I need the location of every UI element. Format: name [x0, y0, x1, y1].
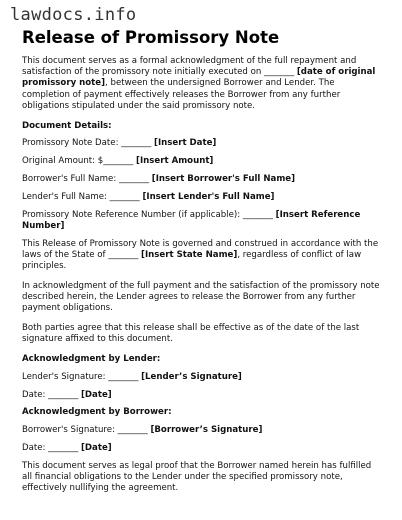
governing-text-1: This Release of Promissory Note is governed and construed in accordance with the laws of the State of _______	[22, 238, 379, 260]
intro-text-1: This document serves as a formal acknowledgment of the full repayment and satisfaction of the promissory note initially executed on _______	[22, 56, 357, 78]
intro-text-2: , between the undersigned Borrower and Lender. The completion of payment effectively releases the Borrower from any further obligations stipulated under the said promissory note.	[22, 78, 341, 111]
borrower-date-value: [Date]	[80, 442, 112, 453]
detail-value: [Insert Lender's Full Name]	[142, 191, 275, 202]
effective-date-paragraph: Both parties agree that this release shall be effective as of the date of the last signature affixed to this document.	[22, 323, 360, 345]
site-logo: lawdocs.info	[10, 5, 137, 25]
lender-signature-value: [Lender’s Signature]	[141, 371, 242, 382]
detail-label: Promissory Note Reference Number (if applicable): _______	[22, 209, 276, 220]
governing-law-paragraph	[22, 239, 384, 273]
lender-ack-heading: Acknowledgment by Lender:	[22, 354, 161, 364]
detail-label: Original Amount: $_______	[22, 156, 137, 167]
borrower-signature-line	[22, 425, 384, 436]
detail-value: [Insert Amount]	[136, 156, 214, 167]
detail-label: Borrower's Full Name: _______	[22, 174, 152, 184]
borrower-signature-value: [Borrower’s Signature]	[150, 425, 263, 436]
detail-line-date	[22, 138, 384, 149]
borrower-date-label: Date: _______	[22, 442, 81, 453]
lender-signature-label: Lender's Signature: _______	[22, 371, 142, 382]
lender-signature-line	[22, 372, 384, 383]
intro-paragraph	[22, 56, 384, 112]
closing-paragraph: This document serves as legal proof that the Borrower named herein has fulfilled all financial obligations to the Lender under the specified promissory note, effectively nullifying the agreement.	[22, 460, 372, 494]
document-title: Release of Promissory Note	[22, 28, 280, 47]
document-body	[22, 56, 384, 503]
lender-date-line	[22, 390, 384, 401]
borrower-date-line	[22, 443, 384, 454]
detail-label: Promissory Note Date: _______	[22, 138, 155, 149]
borrower-ack-heading: Acknowledgment by Borrower:	[22, 407, 172, 418]
detail-value: [Insert Date]	[154, 138, 217, 149]
intro-placeholder-date: [date of original promissory note]	[22, 67, 376, 89]
borrower-signature-label: Borrower's Signature: _______	[22, 425, 151, 436]
acknowledgment-paragraph: In acknowledgment of the full payment and the satisfaction of the promissory note described herein, the Lender agrees to release the Borrower from any further payment obligations.	[22, 280, 380, 314]
lender-date-label: Date: _______	[22, 389, 81, 400]
detail-label: Lender's Full Name: _______	[22, 191, 143, 202]
detail-value: [Insert Borrower's Full Name]	[151, 174, 296, 184]
detail-line-borrower	[22, 174, 384, 185]
detail-value: [Insert Reference Number]	[22, 209, 361, 231]
governing-text-2: , regardless of conflict of law principles.	[22, 249, 362, 271]
detail-line-reference	[22, 210, 384, 232]
detail-line-amount	[22, 156, 384, 167]
details-heading: Document Details:	[22, 120, 112, 131]
lender-date-value: [Date]	[80, 389, 112, 400]
governing-placeholder-state: [Insert State Name]	[141, 249, 238, 260]
detail-line-lender	[22, 192, 384, 203]
